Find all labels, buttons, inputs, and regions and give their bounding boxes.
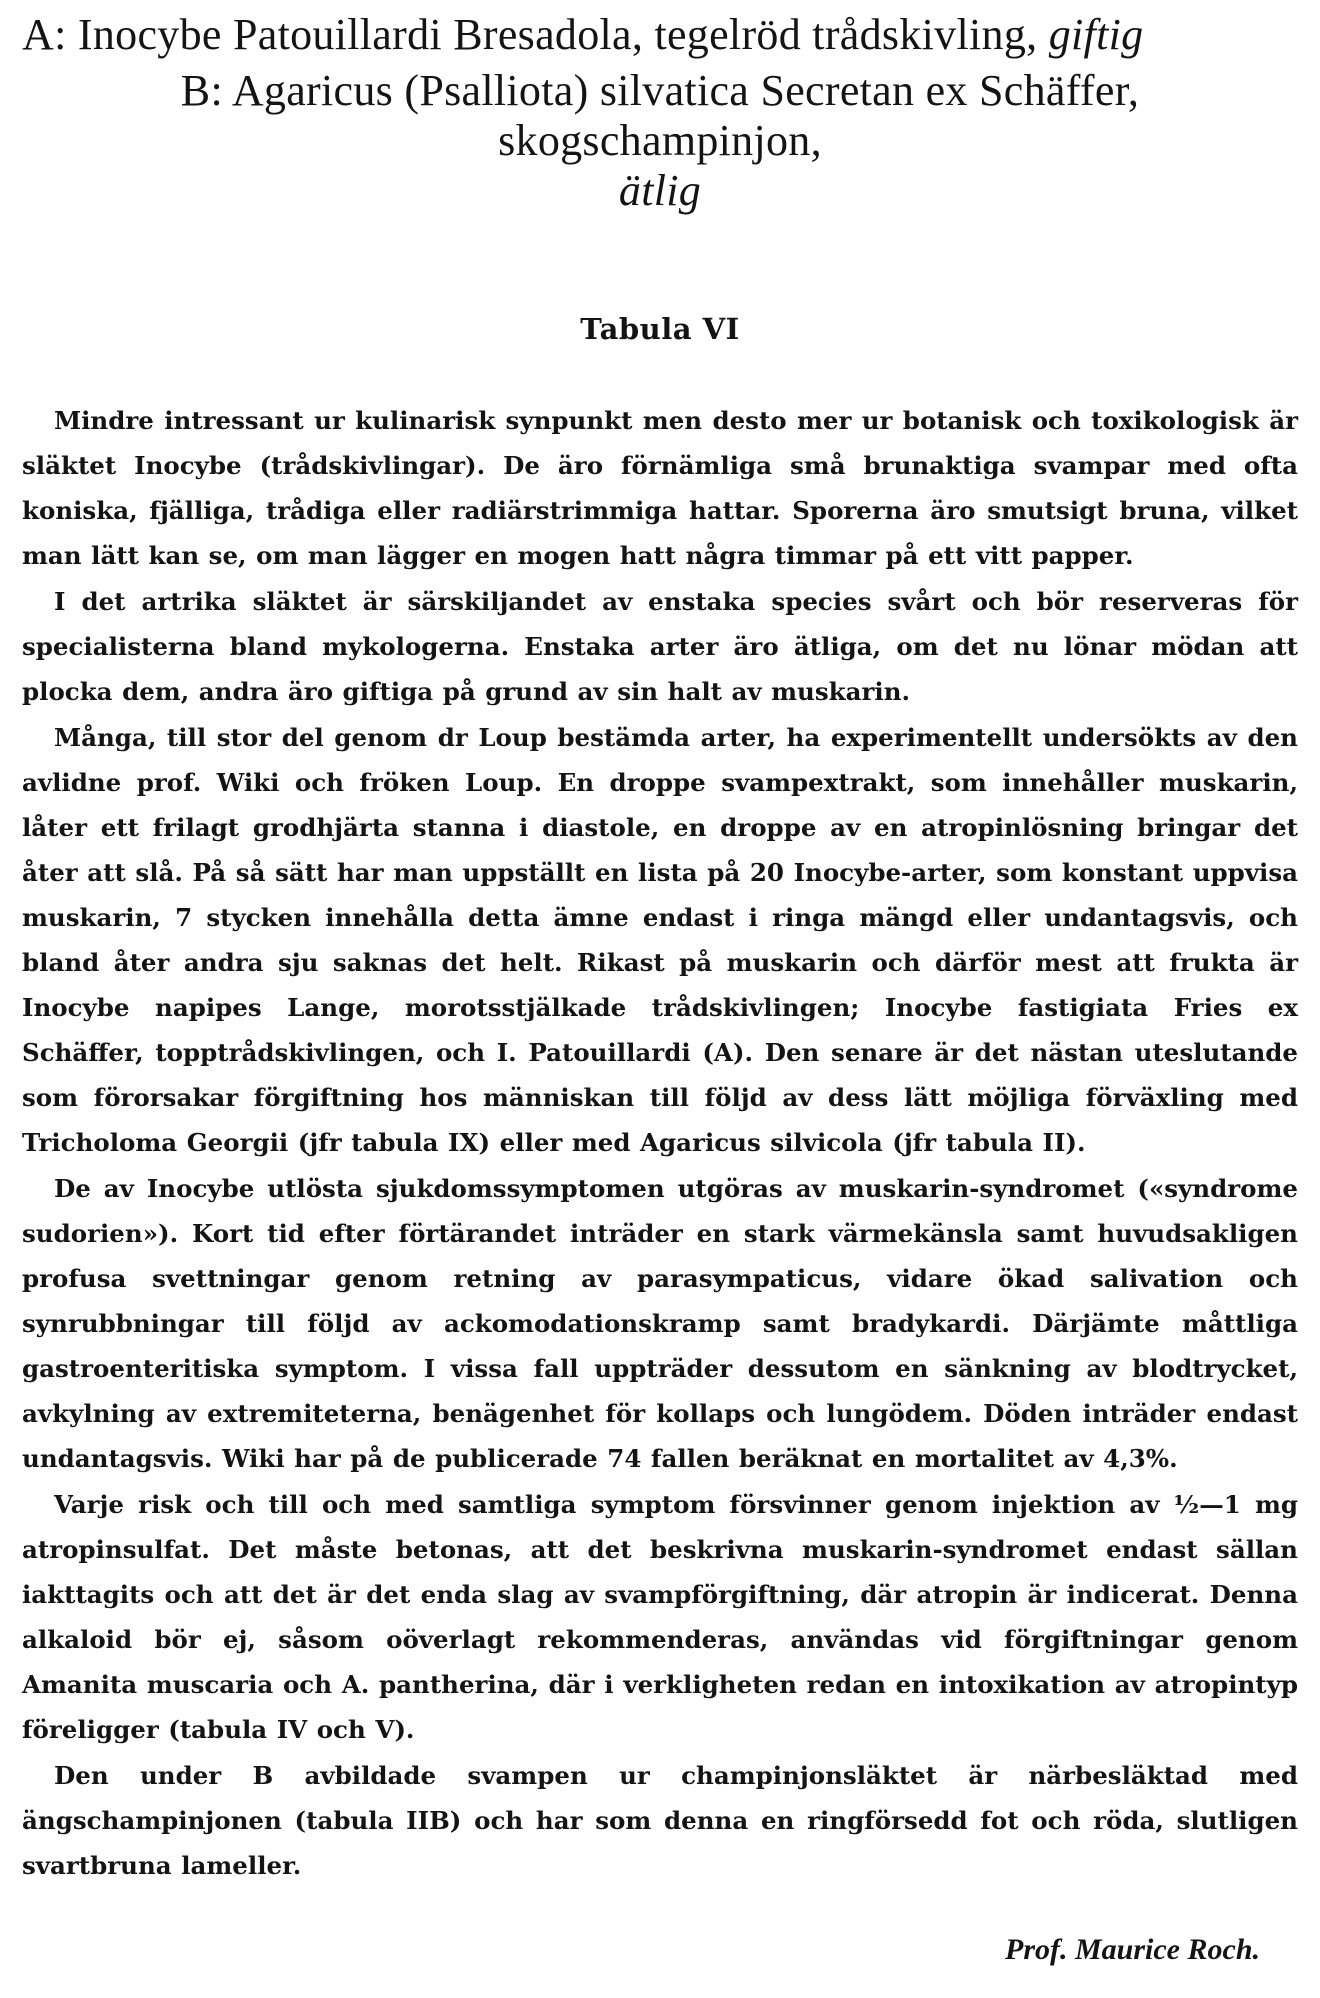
paragraph: Många, till stor del genom dr Loup bestämda arter, ha experimentellt undersökts av den avlidne prof. Wiki och fröken Loup. En droppe svampextrakt, som innehåller muskarin, låter ett frilagt grodhjärta stanna i diastole, en droppe av en atropinlösning bringar det åter att slå. På så sätt har man uppställt en lista på 20 Inocybe-arter, som konstant uppvisa muskarin, 7 stycken innehålla detta ämne endast i ringa mängd eller undantagsvis, och bland åter andra sju saknas det helt. Rikast på muskarin och därför mest att frukta är Inocybe napipes Lange, morotsstjälkade trådskivlingen; Inocybe fastigiata Fries ex Schäffer, topptrådskivlingen, och I. Patouillardi (A). Den senare är det nästan uteslutande som förorsakar förgiftning hos människan till följd av dess lätt möjliga förväxling med Tricholoma Georgii (jfr tabula IX) eller med Agaricus silvicola (jfr tabula II).: [22, 723, 1298, 1157]
heading-species-b-line1: B: Agaricus (Psalliota) silvatica Secretan ex Schäffer,: [180, 66, 1140, 115]
heading-species-a-status: giftig: [1048, 10, 1144, 59]
paragraph: Mindre intressant ur kulinarisk synpunkt men desto mer ur botanisk och toxikologisk är släktet Inocybe (trådskivlingar). De äro förnämliga små brunaktiga svampar med ofta koniska, fjälliga, trådiga eller radiärstrimmiga hattar. Sporerna äro smutsigt bruna, vilket man lätt kan se, om man lägger en mogen hatt några timmar på ett vitt papper.: [22, 406, 1298, 570]
heading-species-b: [22, 66, 1298, 216]
body-text: [22, 398, 1298, 1888]
heading-species-a: [22, 10, 1298, 60]
author-signature: Prof. Maurice Roch.: [1005, 1933, 1260, 1966]
paragraph: De av Inocybe utlösta sjukdomssymptomen utgöras av muskarin-syndromet («syndrome sudorien»). Kort tid efter förtärandet inträder en stark värmekänsla samt huvudsakligen profusa svettningar genom retning av parasympaticus, vidare ökad salivation och synrubbningar till följd av ackomodationskramp samt bradykardi. Därjämte måttliga gastroenteritiska symptom. I vissa fall uppträder dessutom en sänkning av blodtrycket, avkylning av extremiteterna, benägenhet för kollaps och lungödem. Döden inträder endast undantagsvis. Wiki har på de publicerade 74 fallen beräknat en mortalitet av 4,3%.: [22, 1174, 1298, 1473]
heading-species-a-text: A: Inocybe Patouillardi Bresadola, tegelröd trådskivling,: [22, 10, 1038, 59]
paragraph: Den under B avbildade svampen ur champinjonsläktet är närbesläktad med ängschampinjonen (tabula IIB) och har som denna en ringförsedd fot och röda, slutligen svartbruna lameller.: [22, 1761, 1298, 1880]
paragraph: Varje risk och till och med samtliga symptom försvinner genom injektion av ½—1 mg atropinsulfat. Det måste betonas, att det beskrivna muskarin-syndromet endast sällan iakttagits och att det är det enda slag av svampförgiftning, där atropin är indicerat. Denna alkaloid bör ej, såsom oöverlagt rekommenderas, användas vid förgiftningar genom Amanita muscaria och A. pantherina, där i verkligheten redan en intoxikation av atropintyp föreligger (tabula IV och V).: [22, 1490, 1298, 1744]
heading-species-b-line2-text: skogschampinjon,: [498, 116, 822, 165]
plate-subtitle: Tabula VI: [580, 312, 740, 346]
paragraph: I det artrika släktet är särskiljandet av enstaka species svårt och bör reserveras för specialisterna bland mykologerna. Enstaka arter äro ätliga, om det nu lönar mödan att plocka dem, andra äro giftiga på grund av sin halt av muskarin.: [22, 587, 1298, 706]
heading-species-b-status: ätlig: [618, 166, 702, 215]
heading-species-b-line2: [22, 116, 1298, 216]
